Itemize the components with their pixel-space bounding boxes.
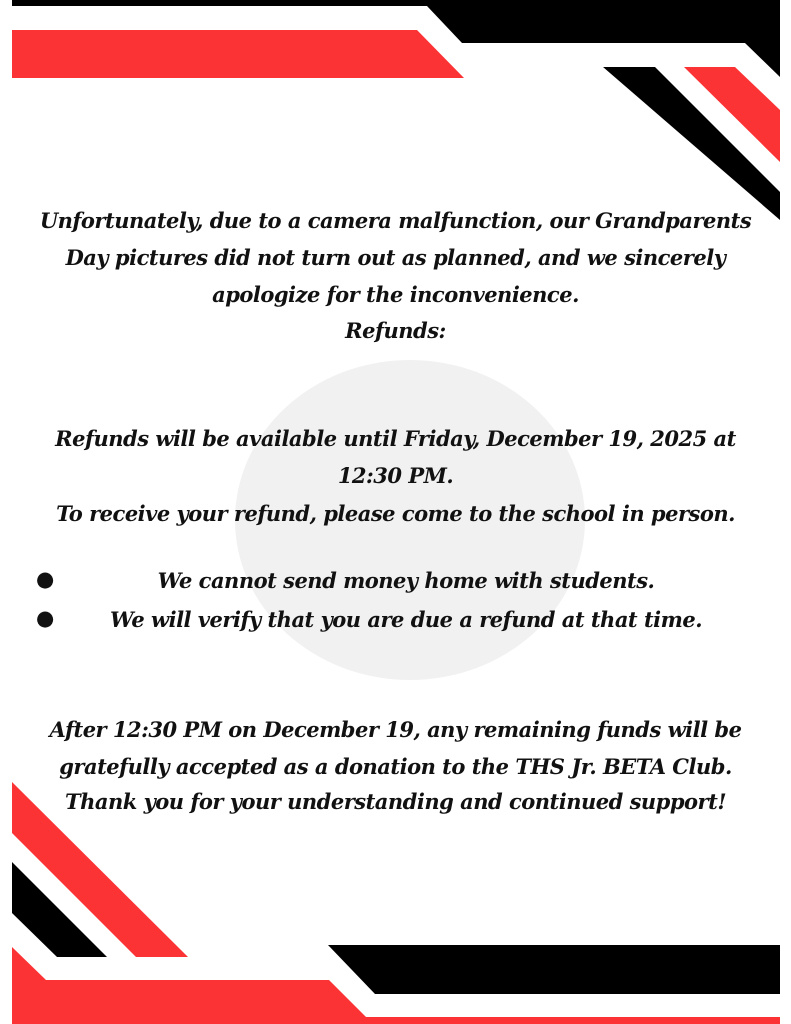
refunds-heading: Refunds: bbox=[345, 318, 446, 343]
refund-info-line-1: Refunds will be available until Friday, December 19, 2025 at bbox=[55, 426, 736, 451]
intro-line-2: Day pictures did not turn out as planned, and we sincerely bbox=[65, 245, 726, 270]
closing-line-1: After 12:30 PM on December 19, any remaining funds will be bbox=[49, 717, 742, 742]
bullet-item bbox=[36, 568, 776, 593]
refund-info-line-3: To receive your refund, please come to the school in person. bbox=[56, 501, 735, 526]
bullet-text: We will verify that you are due a refund at that time. bbox=[109, 607, 703, 632]
intro-line-1: Unfortunately, due to a camera malfunction, our Grandparents bbox=[39, 208, 752, 233]
bullet-item bbox=[36, 607, 776, 632]
bullet-icon: ● bbox=[36, 605, 54, 630]
closing-line-2: gratefully accepted as a donation to the THS Jr. BETA Club. bbox=[59, 754, 732, 779]
intro-line-3: apologize for the inconvenience. bbox=[212, 282, 579, 307]
bullet-icon: ● bbox=[36, 566, 54, 591]
closing-line-3: Thank you for your understanding and continued support! bbox=[64, 789, 727, 814]
refund-info-line-2: 12:30 PM. bbox=[337, 463, 454, 488]
top-red-band bbox=[12, 30, 464, 78]
bullet-text: We cannot send money home with students. bbox=[157, 568, 655, 593]
bottom-black-band bbox=[328, 945, 780, 994]
